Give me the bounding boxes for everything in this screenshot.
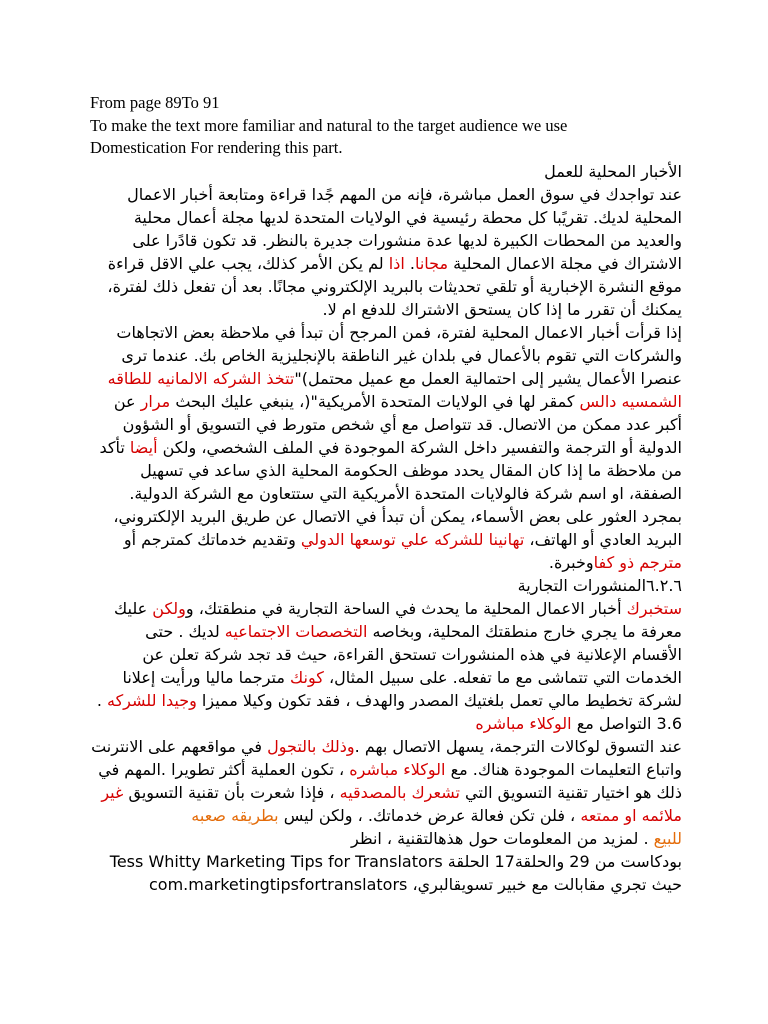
highlight-text: للشركه علي توسعها الدولي <box>300 529 484 549</box>
paragraph-text: مترجما ماليا ورأيت إعلانا لشركة تخطيط مالي تعمل بلغتيك المصدر والهدف ، فقد تكون وكيلا مميزا <box>122 667 682 710</box>
intro-block <box>90 92 682 160</box>
highlight-text: مترجم ذو كفا <box>593 552 682 572</box>
highlight-text: تتخذ الشركه الالمانيه للطاقه الشمسيه دالس <box>107 368 682 411</box>
highlight-text: وذلك بالتجول <box>267 736 355 756</box>
paragraph-text: . لمزيد من المعلومات حول هذهالتقنية ، انظر <box>350 828 654 848</box>
podcast-text-ar: بودكاست من 29 والحلقة17 الحلقة <box>447 851 682 871</box>
highlight-text: كونك <box>290 667 324 687</box>
paragraph <box>90 183 682 321</box>
paragraph <box>90 735 682 827</box>
intro-line-2: To make the text more familiar and natural to the target audience we use <box>90 115 568 135</box>
paragraph-text: عليك معرفة ما يجري خارج منطقتك المحلية، وبخاصه <box>114 598 682 641</box>
podcast-title: Tess Whitty Marketing Tips for Translators <box>109 851 443 871</box>
intro-line-1: From page 89To 91 <box>90 93 220 112</box>
website-text-ar: حيث تجري مقابالت مع خبير تسويقالبري، <box>412 874 682 894</box>
section-local-news <box>90 160 682 574</box>
highlight-text: التخصصات الاجتماعيه <box>224 621 368 641</box>
podcast-line <box>90 850 682 873</box>
highlight-text: وجيدا للشركه <box>106 690 197 710</box>
section-heading <box>90 712 682 735</box>
website-url: com.marketingtipsfortranslators <box>149 874 408 894</box>
paragraph-text: . <box>96 690 107 710</box>
highlight-text: الوكلاء مباشره <box>349 759 446 779</box>
paragraph-text: ، فإذا شعرت بأن تقنية التسويق <box>128 782 340 802</box>
paragraph-text: تأكد من ملاحظة ما إذا كان المقال يحدد موظف الحكومة المحلية الذي ساعد في تسهيل الصفقة، او اسم شركة فالولايات المتحدة الأمريكية التي ستتعاون مع الشركة الدولية. بمجرد العثور على بعض الأسماء، يمكن أن تبدأ في الاتصال عن طريق البريد الإلكتروني، البريد العادي أو الهاتف، <box>99 437 682 549</box>
highlight-text: الوكلاء مباشره <box>475 713 572 733</box>
paragraph-text: ، تكون العملية أكثر تطويرا .المهم في ذلك هو اختيار تقنية التسويق التي <box>98 759 682 802</box>
paragraph-text: في مواقعهم على الانترنت واتباع التعليمات الموجودة هناك. مع <box>91 736 682 779</box>
section-heading: ٦.٢.٦المنشورات التجارية <box>517 575 682 595</box>
highlight-text: غير ملائمه او ممتعه <box>101 782 682 825</box>
highlight-text: مجانا <box>414 253 449 273</box>
section-direct-agents <box>90 712 682 896</box>
heading-text: 3.6 التواصل مع <box>576 713 682 733</box>
paragraph-text: أخبار الاعمال المحلية ما يحدث في الساحة التجارية في منطقتك، و <box>185 598 627 618</box>
highlight-text: ولكن <box>152 598 186 618</box>
paragraph-text: لديك . حتى الأقسام الإعلانية في هذه المنشورات تستحق القراءة، حيث قد تجد شركة تعلن عن الخدمات التي تتماشى مع ما تفعله. على سبيل المثال، <box>142 621 682 687</box>
highlight-text: تهانينا <box>488 529 525 549</box>
section-trade-publications <box>90 574 682 712</box>
paragraph-text: إذا قرأت أخبار الاعمال المحلية لفترة، فمن المرجح أن تبدأ في ملاحظة بعض الاتجاهات والشركات التي تقوم بالأعمال في بلدان غير الناطقة بالإنجليزية الخاص بك. عندما ترى عنصرا الأعمال يشير إلى احتمالية العمل مع عميل محتمل)" <box>116 322 682 388</box>
highlight-text: أيضا <box>129 437 158 457</box>
intro-line-3: Domestication For rendering this part. <box>90 138 343 157</box>
paragraph-text: عن أكبر عدد ممكن من الاتصال. قد تتواصل مع أي شخص متورط في التسويق أو الشؤون الدولية أو الترجمة والتفسير داخل الشركة الموجودة في الملف الشخصي، ولكن <box>113 391 682 457</box>
paragraph-text: لم يكن الأمر كذلك، يجب علي الاقل قراءة موقع النشرة الإخبارية أو تلقي تحديثات بالبريد الإلكتروني مجانًا. بعد أن تفعل ذلك لفترة، يمكنك أن تقرر ما إذا كان يستحق الاشتراك للدفع ام لا. <box>107 253 682 319</box>
paragraph-text: كمقر لها في الولايات المتحدة الأمريكية"(، ينبغي عليك البحث <box>175 391 580 411</box>
paragraph-text: عند تواجدك في سوق العمل مباشرة، فإنه من المهم جًدا قراءة ومتابعة أخبار الاعمال المحلية لديك. تقريًبا كل محطة رئيسية في الولايات المتحدة لديها مجلة أعمال محلية والعديد من المحطات الكبيرة لديها عدة منشورات جديرة بالنظر. قد تكون قادًرا على الاشتراك في مجلة الاعمال المحلية <box>127 184 682 273</box>
paragraph-text: . <box>404 253 415 273</box>
paragraph <box>90 827 682 850</box>
highlight-text: مرار <box>140 391 171 411</box>
section-heading: الأخبار المحلية للعمل <box>544 161 682 181</box>
paragraph <box>90 321 682 574</box>
highlight-text: للبيع <box>653 828 682 848</box>
highlight-text: ستخبرك <box>626 598 682 618</box>
highlight-text: تشعرك بالمصدقيه <box>339 782 460 802</box>
highlight-text: اذا <box>388 253 405 273</box>
paragraph-text: وخبرة. <box>548 552 594 572</box>
paragraph-text: عند التسوق لوكالات الترجمة، يسهل الاتصال بهم . <box>354 736 682 756</box>
paragraph-text: وتقديم خدماتك كمترجم أو <box>123 529 301 549</box>
website-line <box>90 873 682 896</box>
paragraph-text: ، فلن تكن فعالة عرض خدماتك. ، ولكن ليس <box>283 805 581 825</box>
highlight-text: بطريقه صعبه <box>191 805 279 825</box>
paragraph <box>90 597 682 712</box>
